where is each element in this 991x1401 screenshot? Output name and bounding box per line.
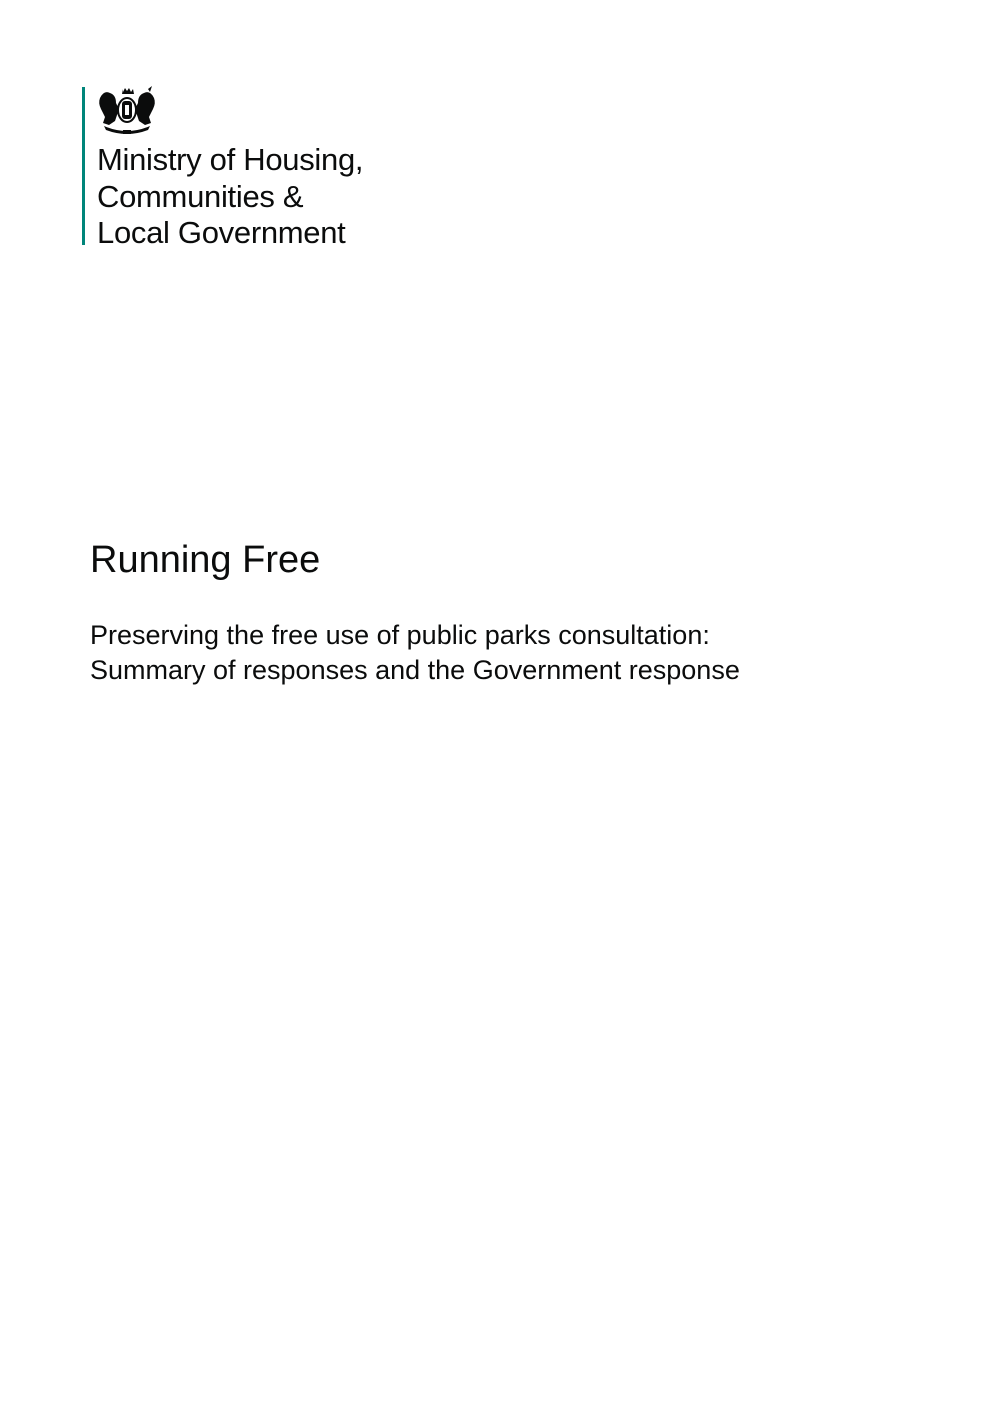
organisation-name (97, 142, 363, 252)
subtitle-line: Summary of responses and the Government response (90, 655, 740, 685)
organisation-name-line: Ministry of Housing, (97, 142, 364, 177)
document-subtitle (90, 618, 740, 688)
organisation-name-line: Local Government (97, 215, 346, 250)
document-title: Running Free (90, 539, 321, 581)
organisation-name-line: Communities & (97, 178, 304, 214)
subtitle-line: Preserving the free use of public parks consultation: (90, 620, 710, 650)
royal-coat-of-arms-icon (96, 86, 158, 136)
logo-accent-bar (82, 87, 85, 245)
